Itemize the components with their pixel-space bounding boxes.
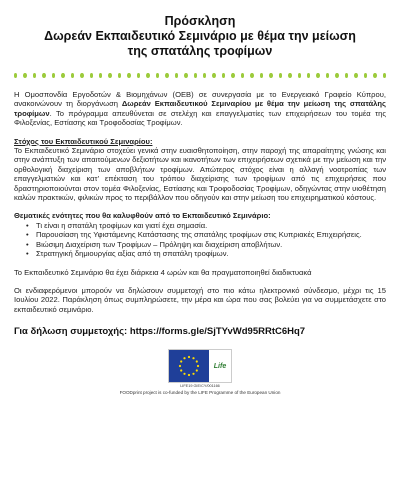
eu-star-icon [192, 357, 194, 359]
eu-life-logo [14, 349, 386, 388]
eu-star-icon [180, 361, 182, 363]
eu-star-icon [197, 365, 199, 367]
list-item: • Παρουσίαση της Υφιστάμενης Κατάστασης της σπατάλης τροφίμων στις Κυπριακές Επιχειρήσεις. [36, 230, 386, 239]
deadline-paragraph: Οι ενδιαφερόμενοι μπορούν να δηλώσουν συμμετοχή στο πιο κάτω ηλεκτρονικό σύνδεσμο, μέχρι τις 15 Ιουλίου 2022. Παράκληση όπως συμπληρώσετε, την μέρα και ώρα που σας βολεύει για να συμμετάσχετε στο εκπαιδευτικό σεμινάριο. [14, 285, 386, 314]
list-item: • Τι είναι η σπατάλη τροφίμων και γιατί έχει σημασία. [36, 221, 386, 230]
goal-heading: Στόχος του Εκπαιδευτικού Σεμιναρίου: [14, 136, 153, 146]
eu-star-icon [188, 374, 190, 376]
eu-star-icon [192, 373, 194, 375]
title-line-1: Πρόσκληση [164, 14, 236, 28]
eu-star-icon [179, 365, 181, 367]
list-item: • Βιώσιμη Διαχείριση των Τροφίμων – Πρόληψη και διαχείριση αποβλήτων. [36, 240, 386, 249]
decorative-dot-divider [14, 73, 386, 78]
intro-text-1: Η Ομοσπονδία Εργοδοτών & Βιομηχάνων (ΟΕΒ) σε συνεργασία με το Ενεργειακό Γραφείο Κύπρου, ανακοινώνουν τη διοργάνωση [14, 90, 386, 109]
registration-label: Για δήλωση συμμετοχής: [14, 326, 130, 338]
eu-star-icon [183, 357, 185, 359]
intro-text-bold: Δωρεάν Εκπαιδευτικού Σεμιναρίου με θέμα την μείωση της σπατάλης τροφίμων [14, 99, 386, 118]
topics-heading: Θεματικές ενότητες που θα καλυφθούν από το Εκπαιδευτικό Σεμινάριο: [14, 211, 271, 221]
goal-paragraph: Το Εκπαιδευτικό Σεμινάριο στοχεύει γενικά στην ευαισθητοποίηση, στην παροχή της απαραίτητης γνώσης και στην ανάπτυξη των απαιτούμενων δεξιοτήτων και ικανοτήτων των επιχειρήσεων σχετικά με την μείωση και την ορθολογική διαχείριση των αποβλήτων τροφίμων. Απώτερος στόχος είναι η αλλαγή νοοτροπίας των επαγγελματιών και κατ’ επέκταση του τρόπου διαχείρισης των τροφίμων από τις επιχειρήσεις που δραστηριοποιούνται στον τομέα Φιλοξενίας, Εστίασης και Τροφοδοσίας Τροφίμων, οδηγώντας στην υιοθέτηση καλών πρακτικών, φιλικών προς το περιβάλλον που οδηγούν και στην μείωση του επιχειρηματικού κόστους. [14, 146, 386, 203]
eu-star-icon [196, 361, 198, 363]
eu-flag-icon [169, 350, 209, 382]
intro-text-2: . Το πρόγραμμα απευθύνεται σε στελέχη και επαγγελματίες των επιχειρήσεων του τομέα της Φιλοξενίας, Εστίασης και Τροφοδοσίας Τροφίμων. [14, 108, 386, 128]
eu-star-icon [180, 370, 182, 372]
eu-star-icon [196, 370, 198, 372]
footer-note: FOODprint project is co-funded by the LIFE Programme of the European Union [119, 390, 281, 396]
page-title [14, 14, 386, 59]
topics-list [14, 221, 386, 259]
project-code: LIFE19 GIE/CY/001166 [180, 384, 220, 389]
registration-link[interactable]: https://forms.gle/SjTYvWd95RRtC6Hq7 [129, 326, 306, 338]
registration-line [14, 326, 386, 337]
intro-paragraph [14, 90, 386, 128]
eu-star-icon [188, 356, 190, 358]
list-item: • Στρατηγική δημιουργίας αξίας από τη σπατάλη τροφίμων. [36, 249, 386, 258]
title-line-3: της σπατάλης τροφίμων [127, 44, 273, 58]
eu-star-icon [183, 373, 185, 375]
title-line-2: Δωρεάν Εκπαιδευτικό Σεμινάριο με θέμα την μείωση [44, 29, 356, 43]
life-logo-icon: Life [213, 362, 227, 370]
duration-paragraph: Το Εκπαιδευτικό Σεμινάριο θα έχει διάρκεια 4 ωρών και θα πραγματοποιηθεί διαδικτυακά [14, 267, 312, 277]
